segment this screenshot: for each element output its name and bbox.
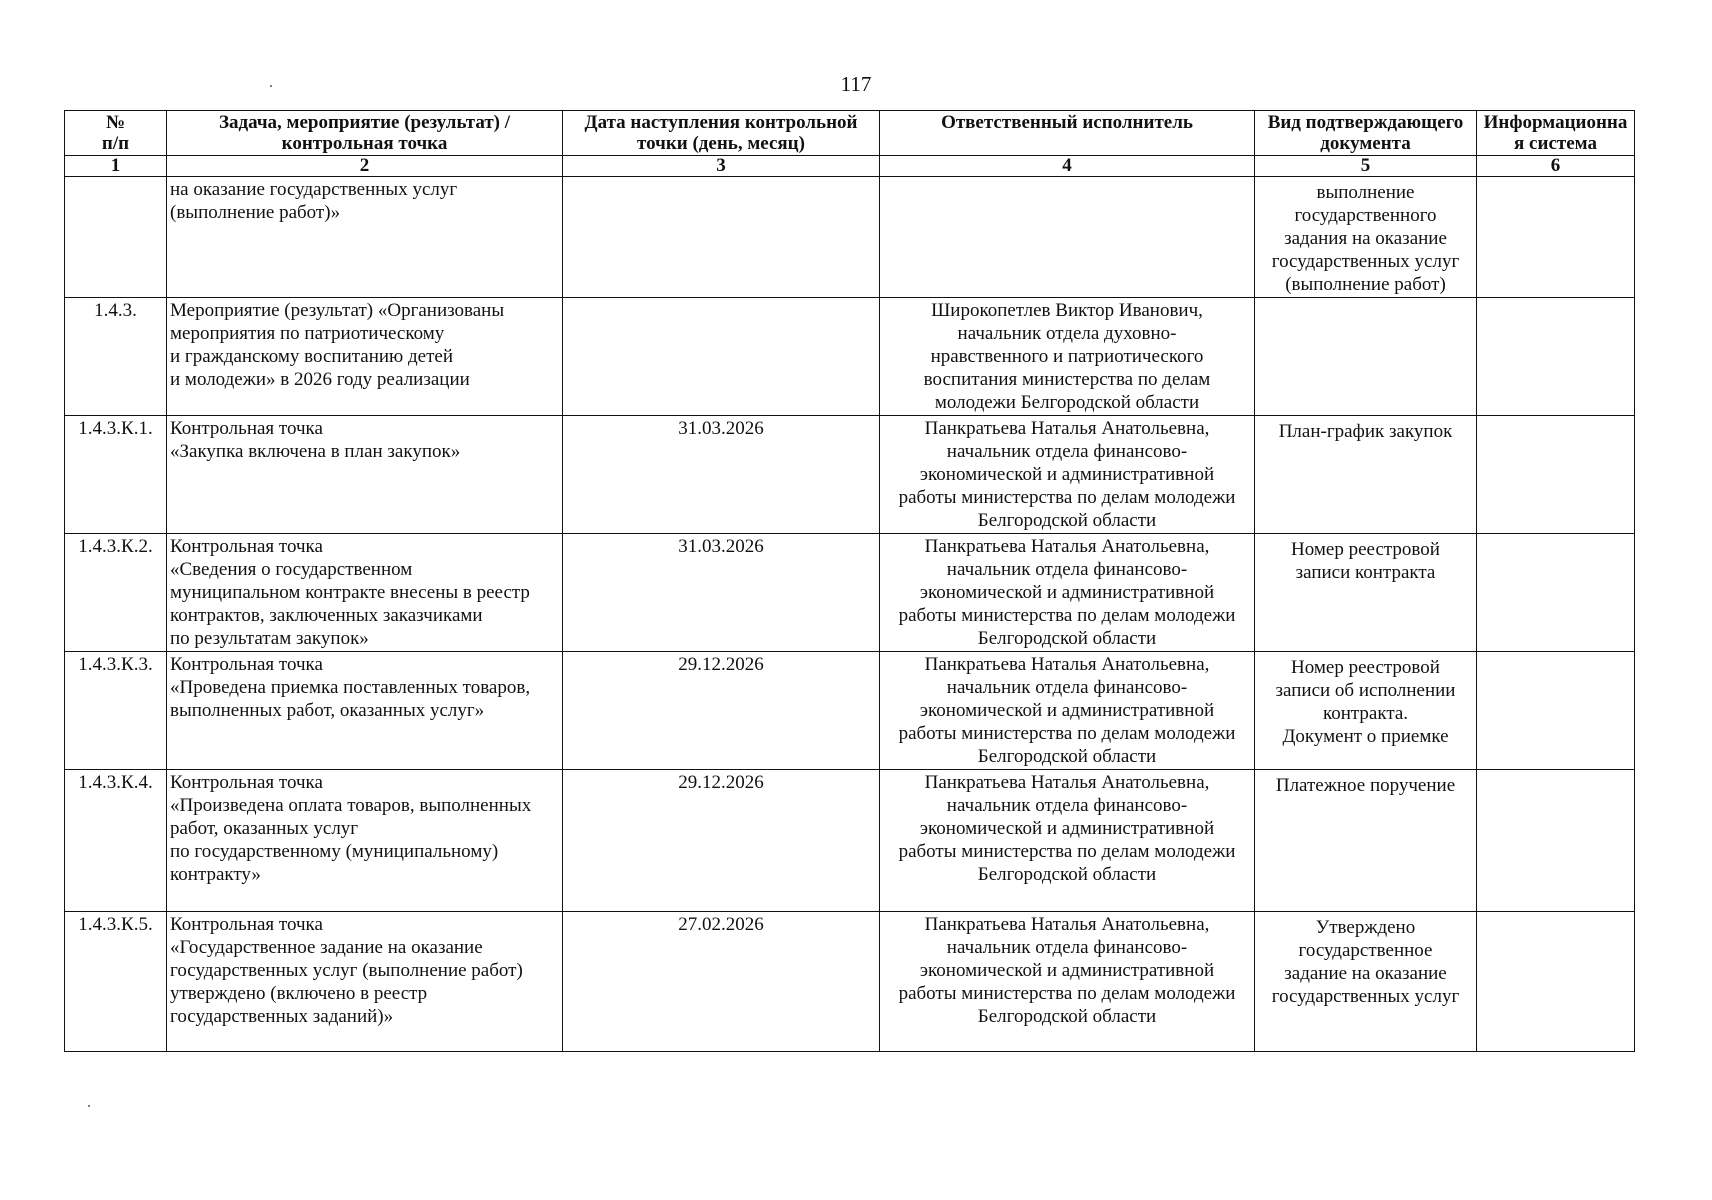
row-date: 31.03.2026	[563, 416, 880, 534]
row-responsible: Панкратьева Наталья Анатольевна, начальник отдела финансово- экономической и административной работы министерства по делам молодежи Белгородской области	[880, 416, 1255, 534]
row-document: Утверждено государственное задание на оказание государственных услуг	[1255, 912, 1477, 1052]
row-task: на оказание государственных услуг (выполнение работ)»	[167, 177, 563, 298]
row-date: 27.02.2026	[563, 912, 880, 1052]
row-task: Контрольная точка «Государственное задание на оказание государственных услуг (выполнение работ) утверждено (включено в реестр государственных заданий)»	[167, 912, 563, 1052]
scan-speck	[270, 85, 272, 87]
row-system	[1477, 298, 1635, 416]
row-document: План-график закупок	[1255, 416, 1477, 534]
row-date	[563, 177, 880, 298]
row-responsible	[880, 177, 1255, 298]
row-system	[1477, 770, 1635, 912]
row-date: 29.12.2026	[563, 770, 880, 912]
column-number: 6	[1477, 156, 1635, 177]
table-row	[65, 416, 1635, 534]
row-responsible: Панкратьева Наталья Анатольевна, начальник отдела финансово- экономической и административной работы министерства по делам молодежи Белгородской области	[880, 652, 1255, 770]
row-number: 1.4.3.	[65, 298, 167, 416]
row-task: Контрольная точка «Сведения о государственном муниципальном контракте внесены в реестр контрактов, заключенных заказчиками по результатам закупок»	[167, 534, 563, 652]
row-task: Контрольная точка «Закупка включена в план закупок»	[167, 416, 563, 534]
page-number: 117	[840, 72, 872, 96]
table-row	[65, 534, 1635, 652]
column-number: 3	[563, 156, 880, 177]
row-number: 1.4.3.К.5.	[65, 912, 167, 1052]
row-system	[1477, 534, 1635, 652]
row-responsible: Панкратьева Наталья Анатольевна, начальник отдела финансово- экономической и административной работы министерства по делам молодежи Белгородской области	[880, 912, 1255, 1052]
row-number: 1.4.3.К.2.	[65, 534, 167, 652]
header-responsible: Ответственный исполнитель	[880, 111, 1255, 156]
column-number: 5	[1255, 156, 1477, 177]
scan-speck	[88, 1105, 90, 1107]
row-system	[1477, 652, 1635, 770]
row-document: Номер реестровой записи контракта	[1255, 534, 1477, 652]
header-date: Дата наступления контрольной точки (день, месяц)	[563, 111, 880, 156]
table-row	[65, 298, 1635, 416]
row-number	[65, 177, 167, 298]
column-number: 1	[65, 156, 167, 177]
table-row	[65, 770, 1635, 912]
row-number: 1.4.3.К.1.	[65, 416, 167, 534]
row-document	[1255, 298, 1477, 416]
column-number: 2	[167, 156, 563, 177]
header-task: Задача, мероприятие (результат) / контрольная точка	[167, 111, 563, 156]
row-task: Контрольная точка «Произведена оплата товаров, выполненных работ, оказанных услуг по государственному (муниципальному) контракту»	[167, 770, 563, 912]
row-document: Платежное поручение	[1255, 770, 1477, 912]
header-document: Вид подтверждающего документа	[1255, 111, 1477, 156]
row-responsible: Широкопетлев Виктор Иванович, начальник отдела духовно- нравственного и патриотического воспитания министерства по делам молодежи Белгородской области	[880, 298, 1255, 416]
row-date	[563, 298, 880, 416]
column-number: 4	[880, 156, 1255, 177]
row-responsible: Панкратьева Наталья Анатольевна, начальник отдела финансово- экономической и административной работы министерства по делам молодежи Белгородской области	[880, 770, 1255, 912]
row-system	[1477, 416, 1635, 534]
row-document: выполнение государственного задания на оказание государственных услуг (выполнение работ)	[1255, 177, 1477, 298]
row-number: 1.4.3.К.4.	[65, 770, 167, 912]
header-number: № п/п	[65, 111, 167, 156]
row-date: 31.03.2026	[563, 534, 880, 652]
table-row	[65, 652, 1635, 770]
plan-table	[64, 110, 1635, 1052]
row-system	[1477, 912, 1635, 1052]
row-document: Номер реестровой записи об исполнении контракта. Документ о приемке	[1255, 652, 1477, 770]
row-system	[1477, 177, 1635, 298]
row-task: Мероприятие (результат) «Организованы мероприятия по патриотическому и гражданскому воспитанию детей и молодежи» в 2026 году реализации	[167, 298, 563, 416]
row-responsible: Панкратьева Наталья Анатольевна, начальник отдела финансово- экономической и административной работы министерства по делам молодежи Белгородской области	[880, 534, 1255, 652]
table-row	[65, 177, 1635, 298]
table-row	[65, 912, 1635, 1052]
header-system: Информационная система	[1477, 111, 1635, 156]
row-task: Контрольная точка «Проведена приемка поставленных товаров, выполненных работ, оказанных услуг»	[167, 652, 563, 770]
row-number: 1.4.3.К.3.	[65, 652, 167, 770]
row-date: 29.12.2026	[563, 652, 880, 770]
